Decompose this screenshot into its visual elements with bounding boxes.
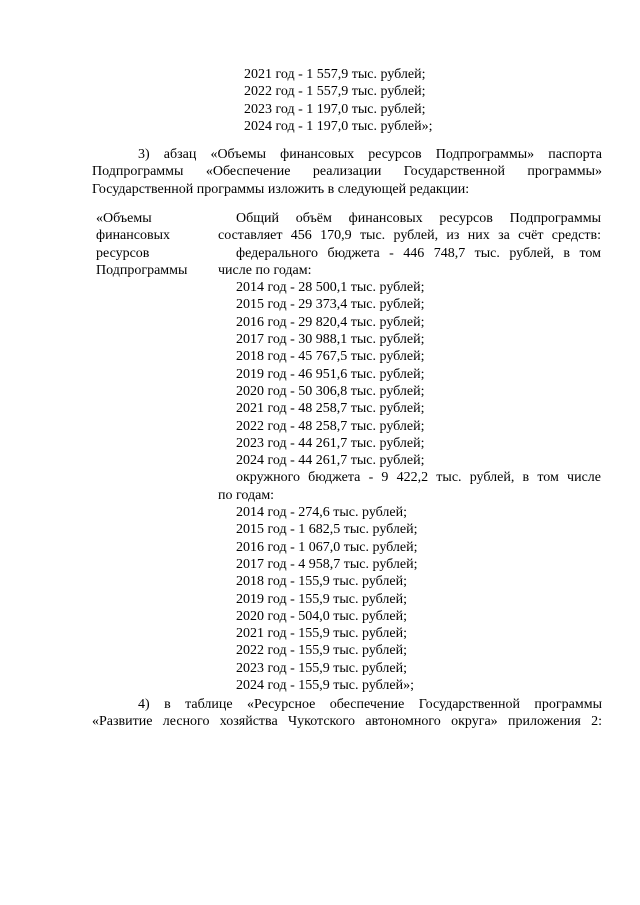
list-item: 2024 год - 1 197,0 тыс. рублей»; <box>244 118 433 134</box>
federal-year-item: 2024 год - 44 261,7 тыс. рублей; <box>236 453 425 469</box>
okrug-year-item: 2024 год - 155,9 тыс. рублей»; <box>236 678 415 694</box>
paragraph-line: 4) в таблице «Ресурсное обеспечение Государственной программы <box>138 697 602 712</box>
okrug-budget-line: по годам: <box>218 487 275 503</box>
federal-year-item: 2014 год - 28 500,1 тыс. рублей; <box>236 280 425 296</box>
table-right-cell <box>218 210 601 694</box>
okrug-budget-line: окружного бюджета - 9 422,2 тыс. рублей, в том числе <box>236 470 601 486</box>
federal-year-item: 2020 год - 50 306,8 тыс. рублей; <box>236 383 425 399</box>
federal-year-item: 2021 год - 48 258,7 тыс. рублей; <box>236 401 425 417</box>
federal-budget-line: федерального бюджета - 446 748,7 тыс. рублей, в том <box>236 245 601 261</box>
paragraph-line: «Развитие лесного хозяйства Чукотского автономного округа» приложения 2: <box>92 714 602 730</box>
funding-year-list <box>244 66 574 135</box>
table-left-cell <box>96 210 214 279</box>
list-item: 2021 год - 1 557,9 тыс. рублей; <box>244 67 426 82</box>
paragraph-line: 3) абзац «Объемы финансовых ресурсов Подпрограммы» паспорта <box>138 147 602 162</box>
okrug-year-item: 2018 год - 155,9 тыс. рублей; <box>236 574 408 590</box>
okrug-year-item: 2015 год - 1 682,5 тыс. рублей; <box>236 522 418 538</box>
table-label-line: «Объемы <box>96 211 152 226</box>
table-label-line: ресурсов <box>96 245 150 261</box>
table-label-line: Подпрограммы <box>96 262 188 278</box>
okrug-year-item: 2016 год - 1 067,0 тыс. рублей; <box>236 539 418 555</box>
list-item: 2023 год - 1 197,0 тыс. рублей; <box>244 101 426 117</box>
list-item: 2022 год - 1 557,9 тыс. рублей; <box>244 84 426 100</box>
okrug-year-item: 2020 год - 504,0 тыс. рублей; <box>236 608 408 624</box>
federal-year-item: 2018 год - 45 767,5 тыс. рублей; <box>236 349 425 365</box>
okrug-year-item: 2022 год - 155,9 тыс. рублей; <box>236 643 408 659</box>
federal-year-item: 2023 год - 44 261,7 тыс. рублей; <box>236 435 425 451</box>
federal-year-item: 2016 год - 29 820,4 тыс. рублей; <box>236 314 425 330</box>
federal-year-item: 2022 год - 48 258,7 тыс. рублей; <box>236 418 425 434</box>
paragraph-line: Государственной программы изложить в следующей редакции: <box>92 181 470 197</box>
total-funding-line: составляет 456 170,9 тыс. рублей, из них за счёт средств: <box>218 228 601 244</box>
paragraph-3 <box>92 146 602 198</box>
total-funding-line: Общий объём финансовых ресурсов Подпрограммы <box>236 211 601 226</box>
table-label-line: финансовых <box>96 228 170 244</box>
okrug-year-item: 2014 год - 274,6 тыс. рублей; <box>236 505 408 521</box>
okrug-year-item: 2021 год - 155,9 тыс. рублей; <box>236 626 408 642</box>
federal-year-item: 2017 год - 30 988,1 тыс. рублей; <box>236 332 425 348</box>
paragraph-4 <box>92 696 602 731</box>
federal-year-item: 2015 год - 29 373,4 тыс. рублей; <box>236 297 425 313</box>
okrug-year-item: 2019 год - 155,9 тыс. рублей; <box>236 591 408 607</box>
federal-budget-line: числе по годам: <box>218 262 312 278</box>
okrug-year-item: 2023 год - 155,9 тыс. рублей; <box>236 660 408 676</box>
okrug-year-item: 2017 год - 4 958,7 тыс. рублей; <box>236 556 418 572</box>
paragraph-line: Подпрограммы «Обеспечение реализации Государственной программы» <box>92 164 602 180</box>
federal-year-item: 2019 год - 46 951,6 тыс. рублей; <box>236 366 425 382</box>
